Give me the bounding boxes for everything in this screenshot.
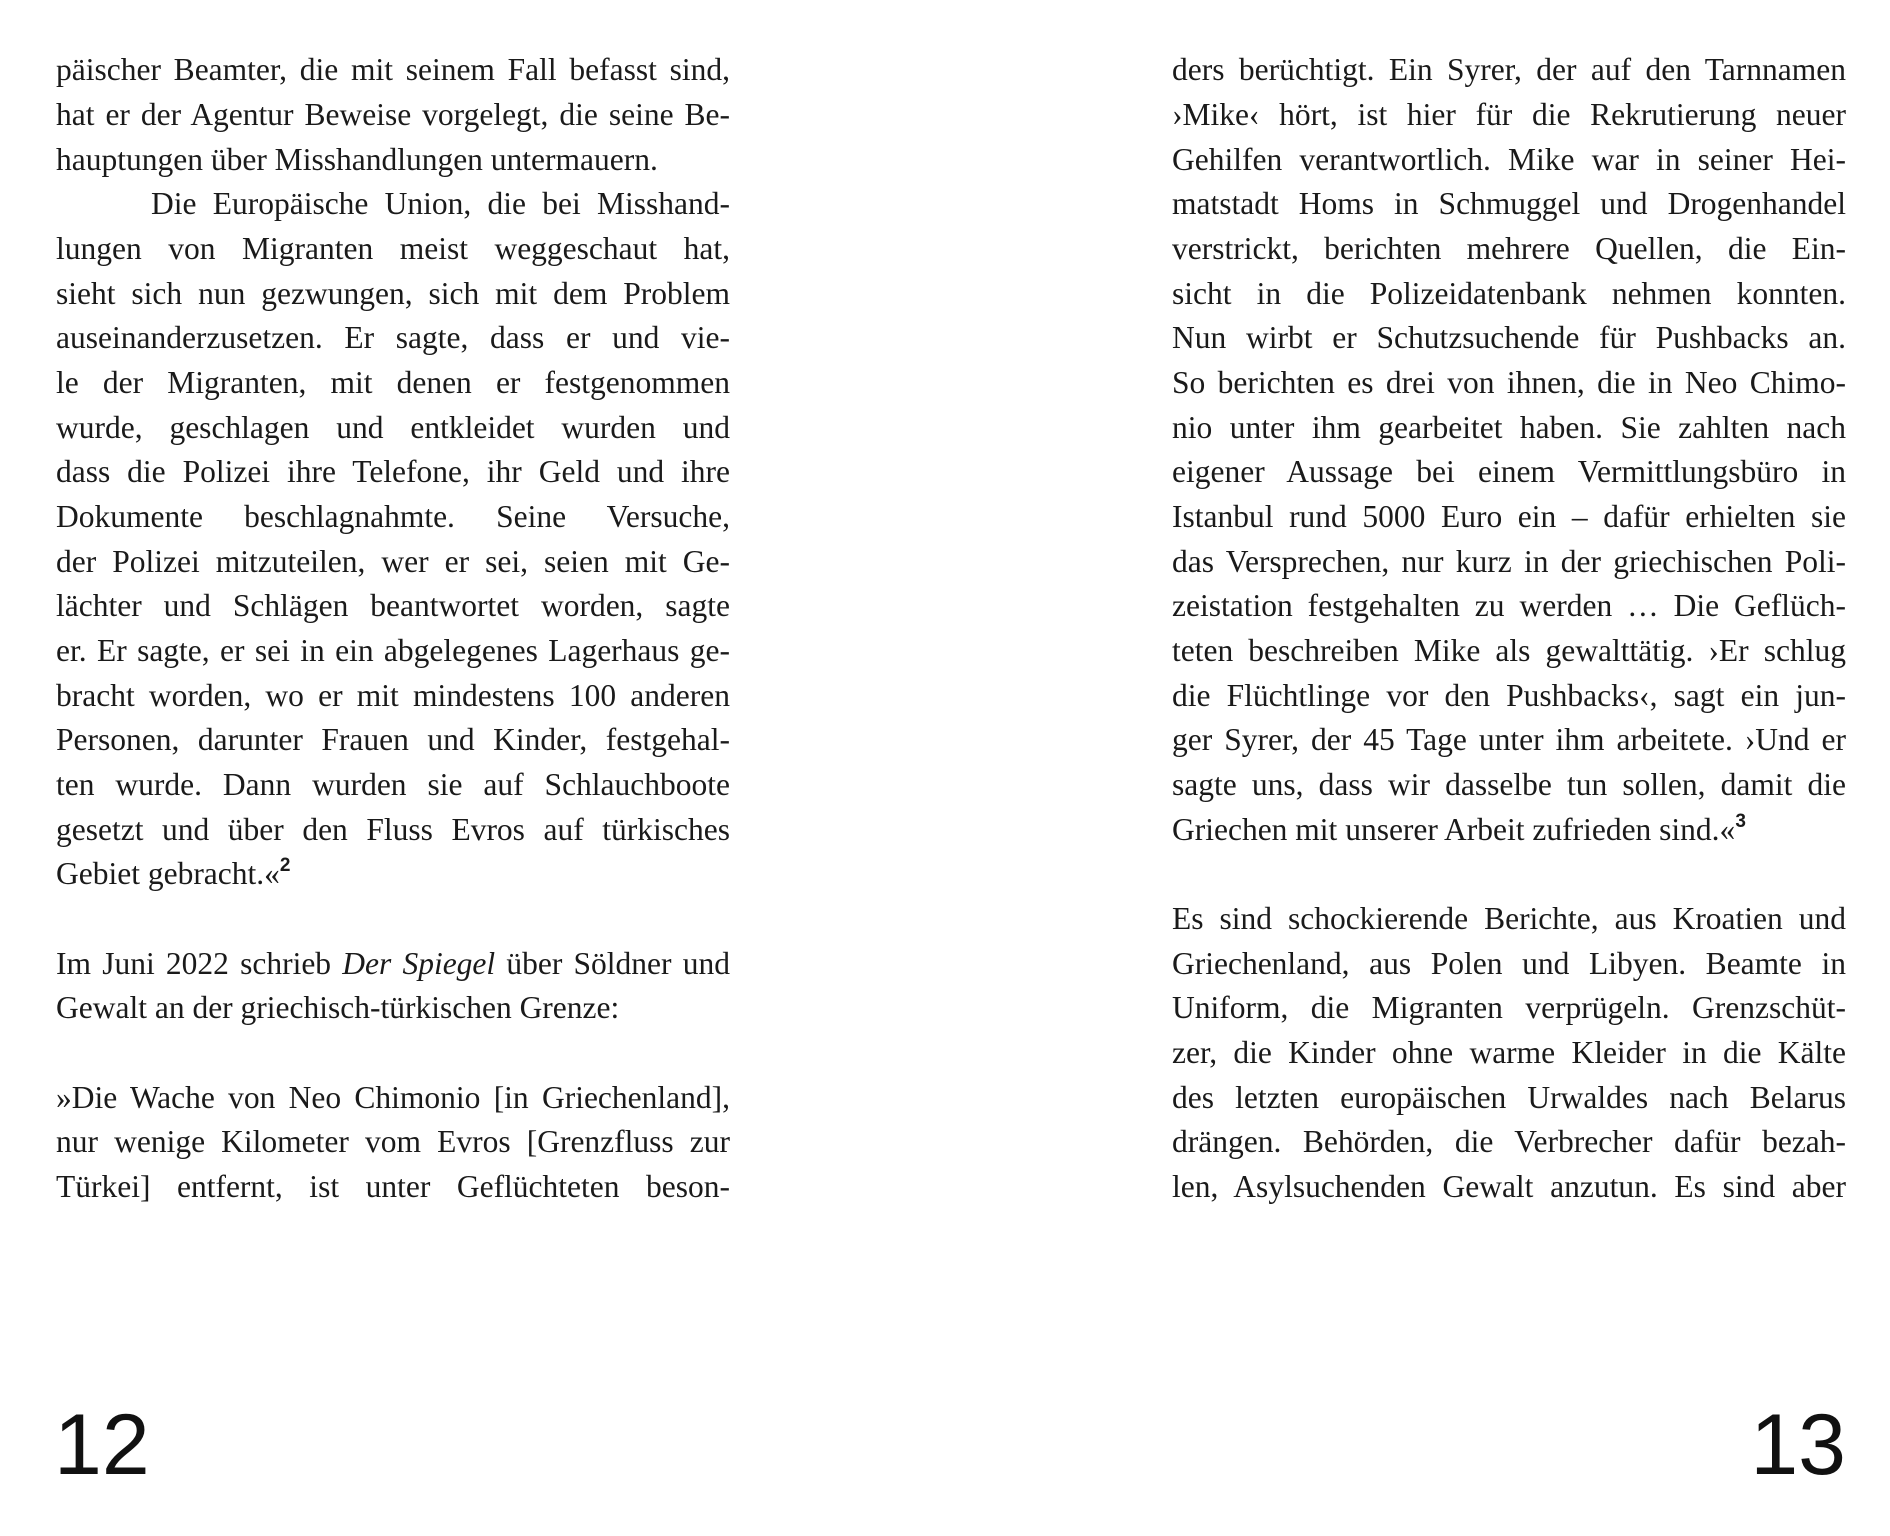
publication-title: Der Spiegel <box>342 946 496 981</box>
body-line: Personen, darunter Frauen und Kinder, festgehal- <box>56 722 730 757</box>
body-line <box>56 942 730 986</box>
body-line: Istanbul rund 5000 Euro ein – dafür erhielten sie <box>1172 499 1846 534</box>
body-line: Dokumente beschlagnahmte. Seine Versuche, <box>56 499 730 534</box>
body-line: päischer Beamter, die mit seinem Fall befasst sind, <box>56 52 730 87</box>
body-line: len, Asylsuchenden Gewalt anzutun. Es sind aber <box>1172 1169 1846 1204</box>
body-text: über Söldner und <box>495 946 730 981</box>
body-line: er. Er sagte, er sei in ein abgelegenes Lagerhaus ge- <box>56 633 730 668</box>
body-line: Nun wirbt er Schutzsuchende für Pushbacks an. <box>1172 320 1846 355</box>
page-number-right: 13 <box>1750 1397 1846 1493</box>
body-line: ten wurde. Dann wurden sie auf Schlauchboote <box>56 767 730 802</box>
body-line: auseinanderzusetzen. Er sagte, dass er und vie- <box>56 320 730 355</box>
body-text: Gebiet gebracht.« <box>56 856 280 891</box>
body-line: hauptungen über Misshandlungen untermauern. <box>56 142 658 177</box>
body-line: gesetzt und über den Fluss Evros auf türkisches <box>56 812 730 847</box>
quote-line: nur wenige Kilometer vom Evros [Grenzfluss zur <box>56 1124 730 1159</box>
body-line: ger Syrer, der 45 Tage unter ihm arbeitete. ›Und er <box>1172 722 1846 757</box>
body-line: lächter und Schlägen beantwortet worden, sagte <box>56 588 730 623</box>
body-line: sieht sich nun gezwungen, sich mit dem Problem <box>56 276 730 311</box>
body-line: sagte uns, dass wir dasselbe tun sollen, damit die <box>1172 767 1846 802</box>
body-line: des letzten europäischen Urwaldes nach Belarus <box>1172 1080 1846 1115</box>
quote-line: Türkei] entfernt, ist unter Geflüchteten beson- <box>56 1169 730 1204</box>
body-line: eigener Aussage bei einem Vermittlungsbüro in <box>1172 454 1846 489</box>
body-line: nio unter ihm gearbeitet haben. Sie zahlten nach <box>1172 410 1846 445</box>
body-line: teten beschreiben Mike als gewalttätig. ›Er schlug <box>1172 633 1846 668</box>
footnote-reference: 2 <box>279 855 291 876</box>
body-line: matstadt Homs in Schmuggel und Drogenhandel <box>1172 186 1846 221</box>
body-line: le der Migranten, mit denen er festgenommen <box>56 365 730 400</box>
page-number-left: 12 <box>54 1397 150 1493</box>
body-line: Gewalt an der griechisch-türkischen Grenze: <box>56 990 620 1025</box>
body-line: zeistation festgehalten zu werden … Die Geflüch- <box>1172 588 1846 623</box>
body-line: Gehilfen verantwortlich. Mike war in seiner Hei- <box>1172 142 1846 177</box>
body-line: wurde, geschlagen und entkleidet wurden und <box>56 410 730 445</box>
body-line: Die Europäische Union, die bei Misshand- <box>151 186 730 221</box>
body-line: zer, die Kinder ohne warme Kleider in die Kälte <box>1172 1035 1846 1070</box>
body-line: dass die Polizei ihre Telefone, ihr Geld und ihre <box>56 454 730 489</box>
body-line: Uniform, die Migranten verprügeln. Grenzschüt- <box>1172 990 1846 1025</box>
quote-line: »Die Wache von Neo Chimonio [in Griechenland], <box>56 1080 730 1115</box>
body-line <box>1172 808 1846 852</box>
body-line: So berichten es drei von ihnen, die in Neo Chimo- <box>1172 365 1846 400</box>
body-line: Es sind schockierende Berichte, aus Kroatien und <box>1172 901 1846 936</box>
body-line: hat er der Agentur Beweise vorgelegt, die seine Be- <box>56 97 730 132</box>
body-line: sicht in die Polizeidatenbank nehmen konnten. <box>1172 276 1846 311</box>
body-line <box>56 852 730 896</box>
body-text: Griechen mit unserer Arbeit zufrieden sind.« <box>1172 812 1736 847</box>
body-line: ›Mike‹ hört, ist hier für die Rekrutierung neuer <box>1172 97 1846 132</box>
body-line: verstrickt, berichten mehrere Quellen, die Ein- <box>1172 231 1846 266</box>
left-page <box>56 0 730 1536</box>
body-line: die Flüchtlinge vor den Pushbacks‹, sagt ein jun- <box>1172 678 1846 713</box>
body-line: ders berüchtigt. Ein Syrer, der auf den Tarnnamen <box>1172 52 1846 87</box>
right-page <box>1172 0 1846 1536</box>
body-text: Im Juni 2022 schrieb <box>56 946 343 981</box>
body-line: lungen von Migranten meist weggeschaut hat, <box>56 231 730 266</box>
body-line: der Polizei mitzuteilen, wer er sei, seien mit Ge- <box>56 544 730 579</box>
body-line: Griechenland, aus Polen und Libyen. Beamte in <box>1172 946 1846 981</box>
body-line: das Versprechen, nur kurz in der griechischen Poli- <box>1172 544 1846 579</box>
footnote-reference: 3 <box>1735 811 1746 832</box>
body-line: bracht worden, wo er mit mindestens 100 anderen <box>56 678 730 713</box>
body-line: drängen. Behörden, die Verbrecher dafür bezah- <box>1172 1124 1846 1159</box>
